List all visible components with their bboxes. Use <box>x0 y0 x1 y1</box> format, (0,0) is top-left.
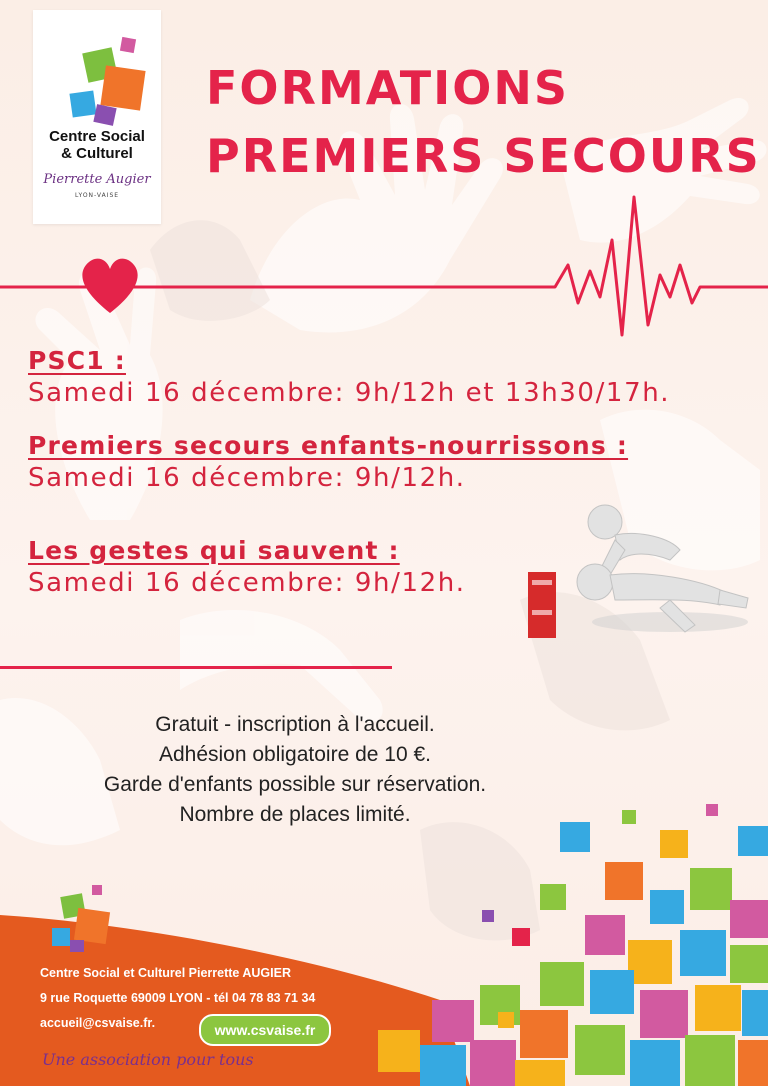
session-time: Samedi 16 décembre: 9h/12h et 13h30/17h. <box>28 378 671 408</box>
page-title-line2: PREMIERS SECOURS <box>206 129 761 183</box>
logo-name-line2: & Culturel <box>61 145 133 162</box>
info-line-membership: Adhésion obligatoire de 10 €. <box>158 743 432 766</box>
session-time: Samedi 16 décembre: 9h/12h. <box>28 463 466 493</box>
footer-slogan: Une association pour tous <box>42 1050 254 1069</box>
session-title: PSC1 : <box>28 346 126 375</box>
footer-website-link[interactable]: www.csvaise.fr <box>199 1014 331 1046</box>
session-time: Samedi 16 décembre: 9h/12h. <box>28 568 466 598</box>
info-line-places: Nombre de places limité. <box>179 803 411 826</box>
footer-address: 9 rue Roquette 69009 LYON - tél 04 78 83 71 34 <box>40 991 316 1005</box>
footer-email-link[interactable]: accueil@csvaise.fr. <box>40 1016 156 1030</box>
session-title: Premiers secours enfants-nourrissons : <box>28 431 629 460</box>
info-line-free: Gratuit - inscription à l'accueil. <box>155 713 435 736</box>
logo-signature: Pierrette Augier <box>43 172 151 187</box>
session-title: Les gestes qui sauvent : <box>28 536 400 565</box>
logo-city: LYON-VAISE <box>74 192 120 199</box>
info-line-childcare: Garde d'enfants possible sur réservation. <box>103 773 487 796</box>
footer-org-name: Centre Social et Culturel Pierrette AUGIER <box>40 966 291 980</box>
logo-name-line1: Centre Social <box>49 128 145 145</box>
page-title-line1: FORMATIONS <box>206 61 569 115</box>
